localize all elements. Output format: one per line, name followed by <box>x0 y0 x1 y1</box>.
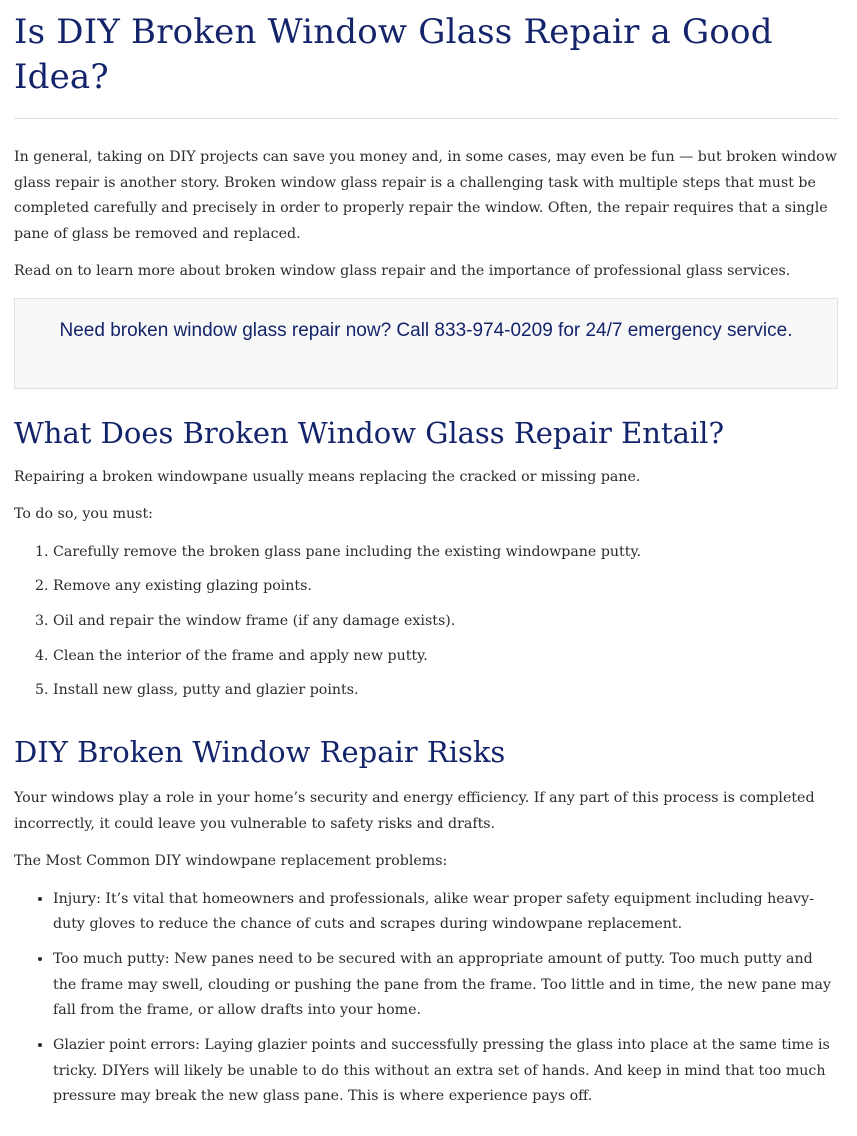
list-item: • Glazier point errors: Laying glazier points and successfully pressing the glass into place at the same time is tricky. DIYers will likely be unable to do this without an extra set of hands. And keep in mind that too much pressure may break the new glass pane. This is where experience pays off. <box>53 1033 838 1110</box>
risks-paragraph: Your windows play a role in your home’s security and energy efficiency. If any part of this process is completed incorrectly, it could leave you vulnerable to safety risks and drafts. <box>14 790 815 832</box>
list-item: 3. Oil and repair the window frame (if any damage exists). <box>53 609 838 634</box>
list-item: • Too much putty: New panes need to be secured with an appropriate amount of putty. Too much putty and the frame may swell, clouding or pushing the pane from the frame. Too little and in time, the new pane may fall from the frame, or allow drafts into your home. <box>53 947 838 1024</box>
problems-intro: The Most Common DIY windowpane replacement problems: <box>14 853 448 870</box>
emergency-callout-text: Need broken window glass repair now? Call 833-974-0209 for 24/7 emergency service. <box>59 319 793 341</box>
entail-paragraph: Repairing a broken windowpane usually means replacing the cracked or missing pane. <box>14 468 641 485</box>
title-divider <box>14 118 838 119</box>
repair-steps-list <box>14 540 838 704</box>
list-item: 5. Install new glass, putty and glazier points. <box>53 678 838 703</box>
list-item: 4. Clean the interior of the frame and apply new putty. <box>53 644 838 669</box>
page-title: Is DIY Broken Window Glass Repair a Good Idea? <box>14 12 773 97</box>
list-item: • Injury: It’s vital that homeowners and professionals, alike wear proper safety equipment including heavy-duty gloves to reduce the chance of cuts and scrapes during windowpane replacement. <box>53 887 838 938</box>
section-heading-risks: DIY Broken Window Repair Risks <box>14 735 506 770</box>
intro-paragraph: In general, taking on DIY projects can save you money and, in some cases, may even be fun — but broken window glass repair is another story. Broken window glass repair is a challenging task with multiple steps that must be completed carefully and precisely in order to properly repair the window. Often, the repair requires that a single pane of glass be removed and replaced. <box>14 149 837 242</box>
emergency-callout <box>14 298 838 389</box>
section-heading-entail: What Does Broken Window Glass Repair Entail? <box>14 415 725 450</box>
list-item: 2. Remove any existing glazing points. <box>53 574 838 599</box>
list-item: 1. Carefully remove the broken glass pane including the existing windowpane putty. <box>53 540 838 565</box>
read-on-paragraph: Read on to learn more about broken window glass repair and the importance of professional glass services. <box>14 263 791 279</box>
steps-intro: To do so, you must: <box>14 506 153 522</box>
problems-list <box>14 887 838 1110</box>
